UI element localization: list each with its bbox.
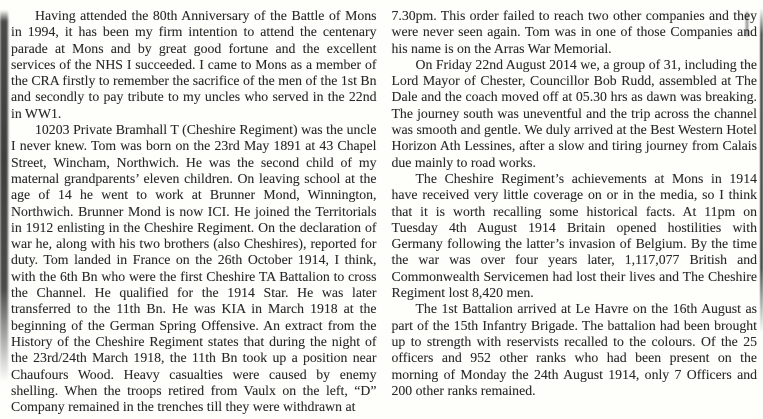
text-column-right xyxy=(392,8,758,415)
two-column-text-layout xyxy=(11,8,757,415)
paragraph-trip-2014: On Friday 22nd August 2014 we, a group of 31, including the Lord Mayor of Chester, Councillor Bob Rudd, assembled at The Dale and the coach moved off at 05.30 hrs as dawn was breaking. The journey south was uneventful and the trip across the channel was smooth and gentle. We duly arrived at the Best Western Hotel Horizon Ath Lessines, after a slow and tiring journey from Calais due mainly to road works. xyxy=(391,56,757,170)
paragraph-private-bramhall: 10203 Private Bramhall T (Cheshire Regiment) was the uncle I never knew. Tom was born on the 23rd May 1891 at 43 Chapel Street, Wincham, Northwich. He was the second child of my maternal grandparents’ eleven children. On leaving school at the age of 14 he went to work at Brunner Mond, Winnington, Northwich. Brunner Mond is now ICI. He joined the Territorials in 1912 enlisting in the Cheshire Regiment. On the declaration of war he, along with his two brothers (also Cheshires), reported for duty. Tom landed in France on the 26th October 1914, I think, with the 6th Bn who were the first Cheshire TA Battalion to cross the Channel. He qualified for the 1914 Star. He was later transferred to the 11th Bn. He was KIA in March 1918 at the beginning of the German Spring Offensive. An extract from the History of the Cheshire Regiment states that during the night of the 23rd/24th March 1918, the 11th Bn took up a position near Chaufours Wood. Heavy casualties were caused by enemy shelling. When the troops retired from Vaulx on the left, “D” Company remained in the trenches till they were withdrawn at xyxy=(11,122,377,415)
text-column-left xyxy=(11,8,377,415)
paragraph-first-battalion: The 1st Battalion arrived at Le Havre on the 16th August as part of the 15th Infantry Brigade. The battalion had been brought up to strength with reservists recalled to the colours. Of the 25 officers and 952 other ranks who had been present on the morning of Monday the 24th August 1914, only 7 Officers and 200 other ranks remained. xyxy=(391,301,757,398)
scan-edge-left-artifact xyxy=(0,10,8,382)
paragraph-withdrawal-continuation: 7.30pm. This order failed to reach two other companies and they were never seen again. Tom was in one of those Companies and his name is on the Arras War Memorial. xyxy=(391,8,757,56)
paragraph-mons-anniversary: Having attended the 80th Anniversary of the Battle of Mons in 1994, it has been my firm intention to attend the centenary parade at Mons and by great good fortune and the excellent services of the NHS I succeeded. I came to Mons as a member of the CRA firstly to remember the sacrifice of the men of the 1st Bn and secondly to pay tribute to my uncles who served in the 22nd in WW1. xyxy=(11,8,377,121)
paragraph-historical-facts: The Cheshire Regiment’s achievements at Mons in 1914 have received very little coverage on or in the media, so I think that it is worth recalling some historical facts. At 11pm on Tuesday 4th August 1914 Britain opened hostilities with Germany following the latter’s invasion of Belgium. By the time the war was over four years later, 1,117,077 British and Commonwealth Servicemen had lost their lives and The Cheshire Regiment lost 8,420 men. xyxy=(391,170,757,301)
